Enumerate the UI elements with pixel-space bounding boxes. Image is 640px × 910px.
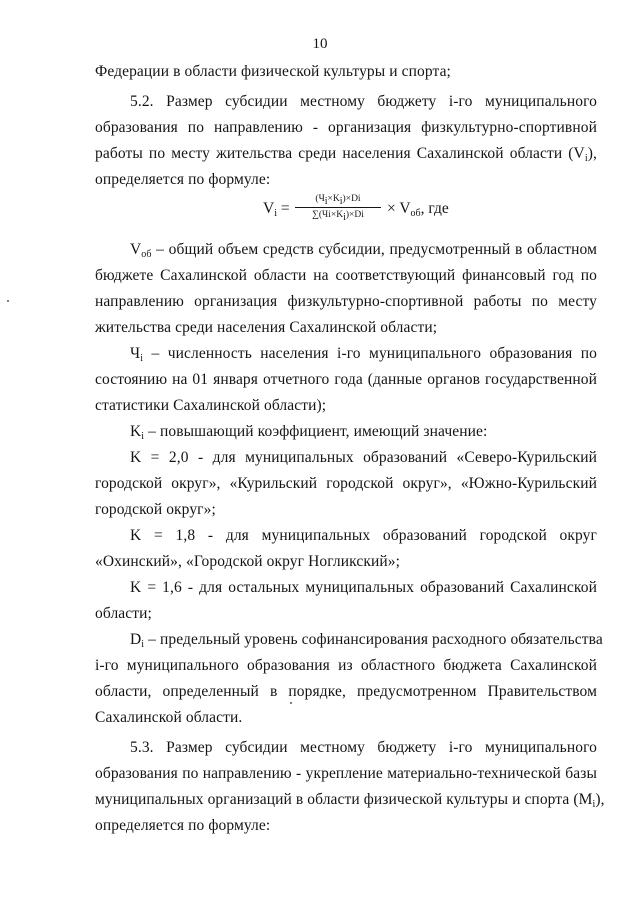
text-line-8: направлению организация физкультурно-спортивной работы по месту <box>95 293 597 310</box>
formula-vi <box>258 190 518 230</box>
definition-k-line: $K_i$ – повышающий коэффициент, имеющий значение: <box>130 423 488 442</box>
text-line-16: городской округ»; <box>95 501 216 518</box>
definition-ch-line: $Ч_i$ – численность населения i-го муниципального образования по <box>130 345 597 364</box>
section-5-2-heading-line: 5.2. Размер субсидии местному бюджету i-го муниципального <box>130 93 597 110</box>
definition-v-ob-line: $V_{об}$ – общий объем средств субсидии, предусмотренный в областном <box>130 241 597 260</box>
text-line-18: «Охинский», «Городской округ Ногликский»; <box>95 553 401 570</box>
k-1-8-line: K = 1,8 - для муниципальных образований городской округ <box>130 527 597 544</box>
scan-speck <box>290 702 292 704</box>
text-line-11: состоянию на 01 января отчетного года (данные органов государственной <box>95 371 597 388</box>
k-2-0-line: K = 2,0 - для муниципальных образований «Северо-Курильский <box>130 449 597 466</box>
text-line-24: Сахалинской области. <box>95 709 243 726</box>
text-line-28: определяется по формуле: <box>95 817 271 834</box>
page-number: 10 <box>312 36 328 52</box>
formula-rhs: × $V_{об}$, где <box>387 200 449 219</box>
scan-speck <box>7 300 9 302</box>
text-line-22: i-го муниципального образования из областного бюджета Сахалинской <box>95 657 597 674</box>
text-line-27: муниципальных организаций в области физической культуры и спорта $(M_i)$, <box>95 791 605 810</box>
formula-lhs: $V_i$ = <box>263 200 290 219</box>
formula-numerator: $(Ч_i\times K_i)\times Di$ <box>315 194 361 207</box>
formula-denominator: $\sum(Чi\times K_i)\times Di$ <box>312 210 364 223</box>
text-line-23: области, определенный в порядке, предусмотренном Правительством <box>95 683 597 700</box>
fraction-bar <box>295 207 381 208</box>
section-5-3-heading-line: 5.3. Размер субсидии местному бюджету i-го муниципального <box>130 739 597 756</box>
formula-fraction <box>293 190 383 221</box>
text-line-26: образования по направлению - укрепление материально-технической базы <box>95 765 597 782</box>
text-line-15: городской округ», «Курильский городской округ», «Южно-Курильский <box>95 475 597 492</box>
text-line-5: определяется по формуле: <box>95 171 271 188</box>
text-line-12: статистики Сахалинской области); <box>95 397 327 414</box>
k-1-6-line: K = 1,6 - для остальных муниципальных образований Сахалинской <box>130 579 597 596</box>
text-line-9: жительства среди населения Сахалинской области; <box>95 319 438 336</box>
text-line-1: Федерации в области физической культуры и спорта; <box>95 63 451 80</box>
text-line-3: образования по направлению - организация физкультурно-спортивной <box>95 119 597 136</box>
definition-d-line: $D_i$ – предельный уровень софинансирования расходного обязательства <box>130 631 603 650</box>
text-line-7: бюджете Сахалинской области на соответствующий финансовый год по <box>95 267 597 284</box>
text-line-4: работы по месту жительства среди населения Сахалинской области $(V_i)$, <box>95 145 597 164</box>
text-line-20: области; <box>95 605 152 622</box>
